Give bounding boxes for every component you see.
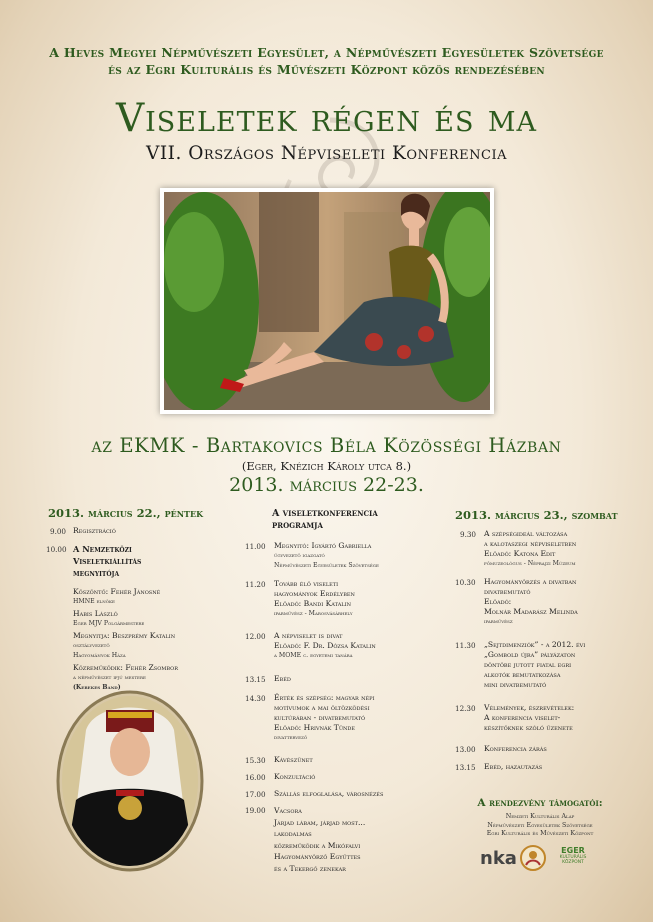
nka-logo [480, 848, 517, 869]
day2-event [484, 577, 578, 627]
program-event [274, 693, 375, 743]
event-line: Viseletkiállítás [73, 556, 142, 566]
event-sub: Népművészeti Egyesületek Szövetsége [274, 562, 379, 569]
program-event [274, 772, 315, 782]
event-line: Előadó: Katona Edit [484, 549, 556, 558]
event-line: alkotók bemutatkozása [484, 670, 561, 679]
event-dates: 2013. március 22-23. [229, 474, 424, 496]
day1-heading: 2013. március 22., péntek [48, 506, 204, 520]
ekmk-logo-top: EGER [561, 846, 585, 855]
day2-time: 11.30 [455, 641, 476, 650]
day2-event [484, 529, 576, 569]
event-line: mini divatbemutató [484, 680, 547, 689]
event-line: kultúrában - divatbemutató [274, 713, 366, 722]
event-line: Megnyitó: Igyártó Gabriella [274, 541, 372, 550]
day2-time: 13.15 [455, 763, 476, 772]
event-line: Vélemények, észrevételek: [484, 703, 575, 712]
program-time: 13.15 [245, 675, 266, 684]
day1-details [73, 587, 178, 693]
sponsor-line: Népművészeti Egyesületek Szövetsége [487, 821, 593, 829]
event-line: lakodalmas [274, 829, 312, 838]
event-line: készítőknek szóló üzenete [484, 723, 573, 732]
event-line: Előadó: F. Dr. Dózsa Katalin [274, 641, 376, 650]
venue-address: (Eger, Knézich Károly utca 8.) [241, 459, 412, 473]
ekmk-logo [555, 846, 591, 865]
page-title: Viseletek régen és ma [115, 96, 538, 141]
event-line: Molnár Madarász Melinda [484, 607, 578, 616]
day2-time: 9.30 [460, 530, 477, 539]
event-sub: iparművész - Marosvásárhely [274, 610, 353, 617]
program-event [274, 541, 379, 571]
program-time: 16.00 [245, 773, 266, 782]
program-time: 14.30 [245, 694, 266, 703]
detail-label: Köszöntő: Fehér Jánosné [73, 587, 161, 596]
event-line: Szállás elfoglalása, városnézés [274, 789, 384, 798]
event-sub: főmuzeológus - Néprajzi Múzeum [484, 560, 576, 567]
portrait-oval [56, 690, 204, 872]
program-time: 11.00 [245, 542, 266, 551]
program-time: 15.30 [245, 756, 266, 765]
day2-heading: 2013. március 23., szombat [455, 508, 618, 522]
program-heading [272, 508, 378, 532]
organizers-line2: és az Egri Kulturális és Művészeti Központ közös rendezésében [108, 62, 545, 77]
program-event [274, 674, 291, 684]
venue-name: az EKMK - Bartakovics Béla Közösségi Házban [91, 434, 562, 457]
detail-label: Habis László [73, 609, 118, 618]
program-event [274, 789, 383, 799]
event-line: megnyitója [73, 568, 120, 578]
program-event [274, 805, 365, 874]
event-line: Ebéd [274, 674, 291, 683]
model-photo-illustration [164, 192, 490, 410]
organizers-text [0, 44, 653, 78]
event-line: Érték és szépség: magyar népi [274, 693, 375, 702]
event-line: hagyományok Erdélyben [274, 589, 355, 598]
organizers-line1: A Heves Megyei Népművészeti Egyesület, a Népművészeti Egyesületek Szövetsége [49, 45, 604, 60]
program-time: 12.00 [245, 632, 266, 641]
event-line: Ebéd, hazautazás [484, 762, 543, 771]
event-sub: a MOME c. egyetemi tanára [274, 652, 353, 659]
day2-time: 13.00 [455, 745, 476, 754]
program-time: 17.00 [245, 790, 266, 799]
event-sub: ügyvezető igazgató [274, 552, 325, 559]
event-line: Tovább élő viseleti [274, 579, 339, 588]
detail-sub: HMNE elnöke [73, 598, 115, 605]
program-heading-line1: A viseletkonferencia [272, 508, 378, 519]
event-line: Előadó: Hrivnák Tünde [274, 723, 356, 732]
event-line: Előadó: Bandi Katalin [274, 599, 351, 608]
detail-sub: Hagyományok Háza [73, 652, 126, 659]
event-line: Konzultáció [274, 772, 316, 781]
event-line: közreműködik a Mikófalvi [274, 840, 361, 850]
sponsors-list [440, 813, 640, 839]
event-line: A szépségideál változása [484, 529, 568, 538]
program-time: 19.00 [245, 806, 266, 815]
program-event [274, 579, 355, 619]
program-event [274, 755, 313, 765]
day2-event [484, 744, 547, 754]
detail-label: Közreműködik: Fehér Zsombor [73, 663, 179, 672]
event-line: Kávészünet [274, 755, 313, 764]
event-line: Vacsora [274, 806, 302, 815]
sponsor-line: Egri Kulturális és Művészeti Központ [486, 830, 594, 837]
day1-time: 9.00 [50, 527, 67, 536]
program-event [274, 631, 376, 661]
detail-sub: (Kerekes Band) [73, 684, 121, 691]
nka-logo-text: nka [480, 848, 517, 869]
nesz-logo-icon [520, 845, 546, 871]
day2-time: 10.30 [455, 578, 476, 587]
detail-sub: a népművészet ifjú mestere [73, 674, 146, 681]
event-line: „Sejtdimenziók” - a 2012. évi [484, 640, 586, 649]
program-time: 11.20 [245, 580, 266, 589]
ekmk-logo-bottom: KULTURÁLIS KÖZPONT [559, 855, 587, 865]
event-line: „Gombold újra” pályázaton [484, 650, 576, 659]
event-line: Konferencia zárás [484, 744, 547, 753]
event-sub: iparművész [484, 618, 513, 625]
day1-event [73, 526, 116, 536]
sponsor-line: Nemzeti Kulturális Alap [505, 813, 575, 820]
event-line: divatbemutató [484, 587, 531, 596]
event-line: Hagyományőrző Együttes [274, 852, 361, 861]
event-line: Regisztráció [73, 526, 116, 535]
event-line: A konferencia viselet- [484, 713, 561, 722]
event-line: döntőbe jutott fiatal egri [484, 660, 572, 669]
detail-sub: osztályvezető [73, 642, 110, 649]
main-photo [160, 188, 494, 414]
sponsors-heading: A rendezvény támogatói: [477, 797, 603, 809]
page-subtitle: VII. Országos Népviseleti Konferencia [146, 143, 507, 164]
event-line: Előadó: [484, 597, 512, 606]
event-line: és a Tekergő zenekar [274, 863, 346, 873]
event-line: Járjad lábam, járjad most... [274, 817, 366, 827]
day1-time: 10.00 [46, 545, 67, 554]
day2-event [484, 703, 574, 733]
event-line: motívumok a mai öltözködési [274, 703, 370, 712]
day2-time: 12.30 [455, 704, 476, 713]
day2-event [484, 640, 585, 690]
event-line: A Nemzetközi [73, 544, 132, 554]
program-heading-line2: programja [272, 520, 323, 531]
day2-event [484, 762, 542, 772]
day1-event [73, 544, 141, 580]
event-line: Hagyományőrzés a divatban [484, 577, 577, 586]
detail-sub: Eger MJV Polgármestere [73, 620, 145, 627]
event-line: a kalotaszegi népviseletben [484, 539, 577, 548]
event-sub: divattervező [274, 734, 308, 741]
event-line: A népviselet is divat [274, 631, 343, 640]
detail-label: Megnyitja: Beszprémy Katalin [73, 631, 176, 640]
